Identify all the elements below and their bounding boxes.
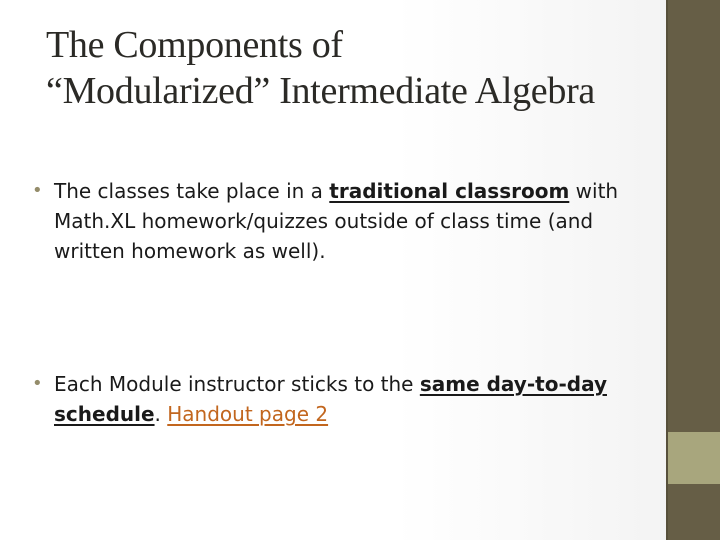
side-bar-accent-block bbox=[668, 432, 720, 484]
bullet-list bbox=[32, 176, 642, 429]
bullet-emphasis-same-schedule: same day-to-day schedule bbox=[54, 372, 607, 426]
bullet-item-classroom bbox=[32, 176, 642, 266]
handout-link[interactable]: Handout page 2 bbox=[167, 402, 329, 426]
slide-title bbox=[46, 22, 656, 114]
bullet-marker: • bbox=[32, 373, 43, 394]
slide-title-line-1: The Components of bbox=[46, 24, 343, 66]
bullet-emphasis-traditional-classroom: traditional classroom bbox=[329, 179, 570, 203]
slide-title-line-2: “Modularized” Intermediate Algebra bbox=[46, 70, 595, 112]
decorative-side-bar bbox=[666, 0, 720, 540]
bullet-text-start: The classes take place in a bbox=[54, 179, 330, 203]
bullet-text-start: Each Module instructor sticks to the bbox=[54, 372, 420, 396]
bullet-text-end: . bbox=[154, 402, 168, 426]
bullet-marker: • bbox=[32, 180, 43, 201]
bullet-text-end: with Math.XL homework/quizzes outside of class time (and written homework as well). bbox=[54, 179, 619, 263]
bullet-item-schedule bbox=[32, 369, 642, 429]
